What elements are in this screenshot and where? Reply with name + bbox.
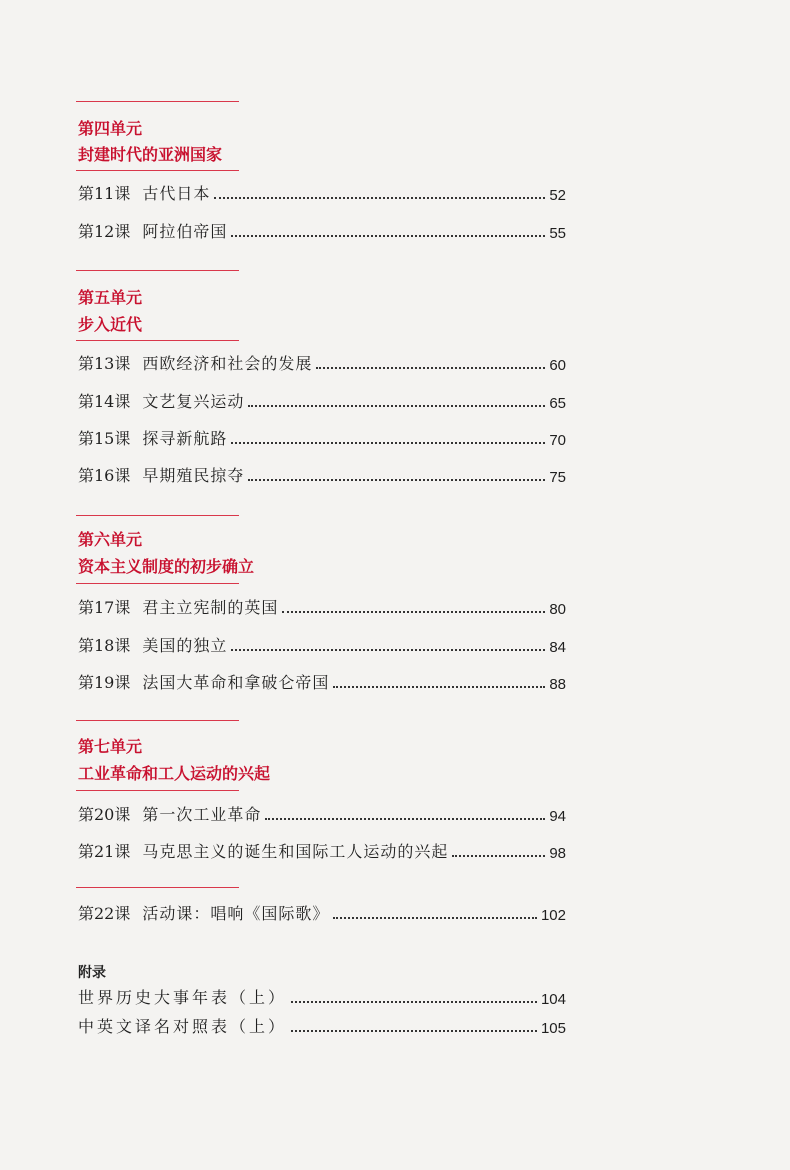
unit-divider [76,170,239,171]
appendix-title: 世界历史大事年表（上） [78,988,288,1007]
dot-leader [248,405,545,407]
page-number: 105 [540,1020,566,1037]
dot-leader [214,197,545,199]
unit-6-label: 第六单元 [78,530,143,549]
dot-leader [291,1001,537,1003]
lesson-title: 君主立宪制的英国 [142,598,279,617]
dot-leader [282,611,545,613]
dot-leader [248,479,545,481]
appendix-title: 中英文译名对照表（上） [78,1017,288,1036]
dot-leader [333,917,537,919]
lesson-title: 法国大革命和拿破仑帝国 [142,673,330,692]
dot-leader [231,235,545,237]
lesson-title: 第一次工业革命 [142,805,262,824]
toc-entry[interactable] [78,669,566,693]
toc-entry[interactable] [78,594,566,618]
unit-6-title: 资本主义制度的初步确立 [78,557,255,576]
toc-entry[interactable] [78,900,566,924]
toc-entry[interactable] [78,388,566,412]
lesson-number: 第13课 [78,354,131,373]
lesson-title: 古代日本 [142,184,211,203]
lesson-number: 第14课 [78,392,131,411]
lesson-number: 第11课 [78,184,131,203]
unit-divider [76,583,239,584]
lesson-number: 第12课 [78,222,131,241]
page-number: 80 [549,601,566,618]
page-number: 104 [540,991,566,1008]
unit-7-label: 第七单元 [78,737,143,756]
unit-divider [76,515,239,516]
lesson-title: 马克思主义的诞生和国际工人运动的兴起 [142,842,449,861]
dot-leader [452,855,545,857]
toc-entry[interactable] [78,801,566,825]
unit-divider [76,270,239,271]
page-number: 75 [549,469,566,486]
lesson-number: 第20课 [78,805,131,824]
page-number: 94 [549,808,566,825]
dot-leader [231,442,545,444]
toc-entry[interactable] [78,180,566,204]
unit-divider [76,720,239,721]
page-number: 88 [549,676,566,693]
page-number: 52 [549,187,566,204]
unit-divider [76,790,239,791]
toc-entry[interactable] [78,632,566,656]
lesson-title: 文艺复兴运动 [142,392,245,411]
toc-entry[interactable] [78,1013,566,1037]
unit-divider [76,887,239,888]
toc-entry[interactable] [78,425,566,449]
lesson-title: 阿拉伯帝国 [142,222,228,241]
unit-5-title: 步入近代 [78,315,143,334]
lesson-number: 第15课 [78,429,131,448]
lesson-number: 第18课 [78,636,131,655]
unit-4-label: 第四单元 [78,119,143,138]
lesson-title: 西欧经济和社会的发展 [142,354,313,373]
dot-leader [291,1030,537,1032]
appendix-heading: 附录 [78,964,106,980]
unit-5-label: 第五单元 [78,288,143,307]
toc-entry[interactable] [78,218,566,242]
lesson-number: 第22课 [78,904,131,923]
dot-leader [316,367,545,369]
page-number: 60 [549,357,566,374]
toc-entry[interactable] [78,838,566,862]
toc-entry[interactable] [78,462,566,486]
lesson-number: 第19课 [78,673,131,692]
lesson-number: 第16课 [78,466,131,485]
dot-leader [231,649,545,651]
lesson-title: 早期殖民掠夺 [142,466,245,485]
unit-divider [76,340,239,341]
page-number: 84 [549,639,566,656]
lesson-number: 第17课 [78,598,131,617]
page-number: 65 [549,395,566,412]
dot-leader [333,686,545,688]
dot-leader [265,818,545,820]
lesson-title: 探寻新航路 [142,429,228,448]
toc-entry[interactable] [78,350,566,374]
unit-4-title: 封建时代的亚洲国家 [78,145,223,164]
page-number: 98 [549,845,566,862]
unit-divider [76,101,239,102]
lesson-title: 活动课：唱响《国际歌》 [142,904,330,923]
lesson-number: 第21课 [78,842,131,861]
toc-entry[interactable] [78,984,566,1008]
lesson-title: 美国的独立 [142,636,228,655]
page-number: 55 [549,225,566,242]
unit-7-title: 工业革命和工人运动的兴起 [78,764,271,783]
page-number: 102 [540,907,566,924]
page-number: 70 [549,432,566,449]
